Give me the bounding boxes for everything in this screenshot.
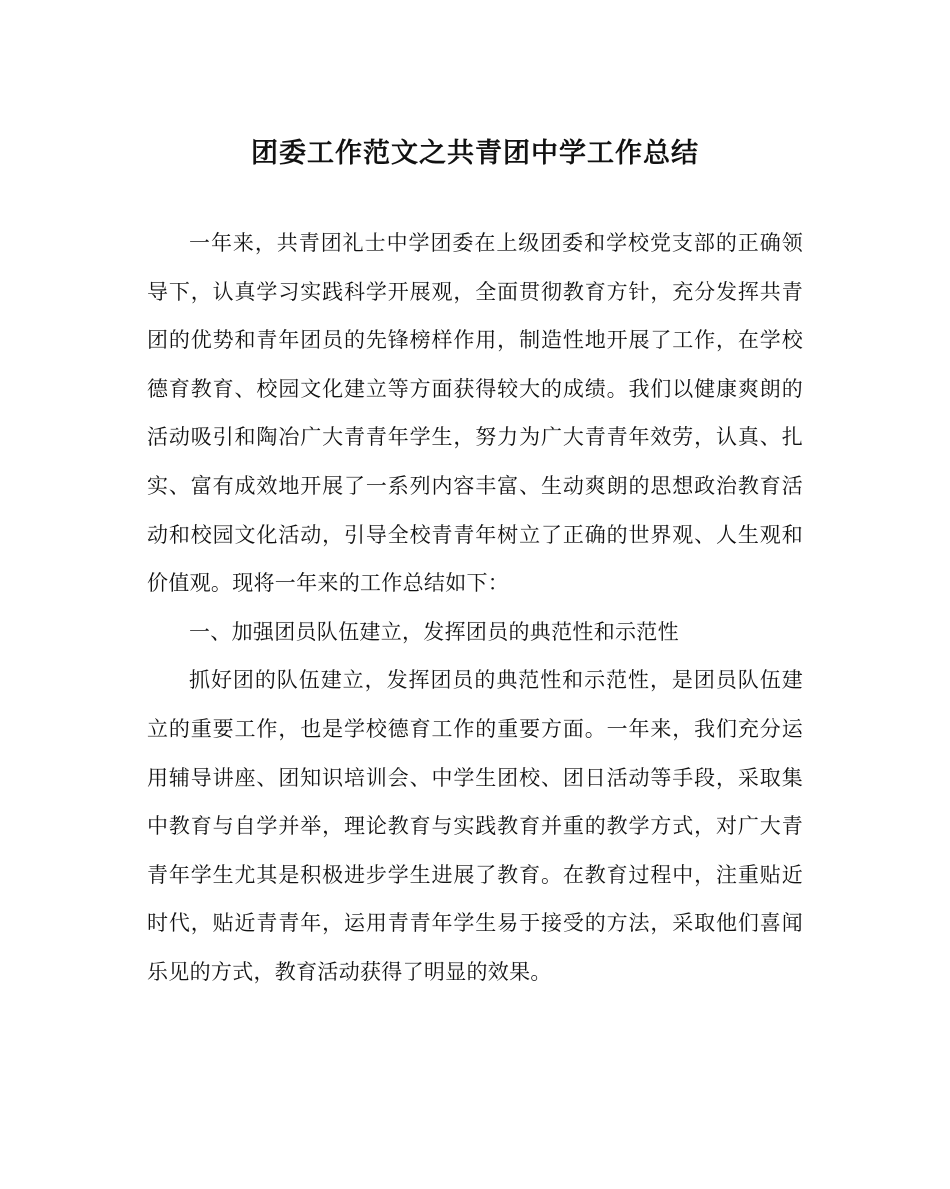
document-title: 团委工作范文之共青团中学工作总结 <box>251 138 699 169</box>
section-heading: 一、加强团员队伍建立，发挥团员的典范性和示范性 <box>189 619 679 644</box>
intro-paragraph: 一年来，共青团礼士中学团委在上级团委和学校党支部的正确领导下，认真学习实践科学开展观，全面贯彻教育方针，充分发挥共青团的优势和青年团员的先锋榜样作用，制造性地开展了工作，在学校德育教育、校园文化建立等方面获得较大的成绩。我们以健康爽朗的活动吸引和陶冶广大青青年学生，努力为广大青青年效劳，认真、扎实、富有成效地开展了一系列内容丰富、生动爽朗的思想政治教育活动和校园文化活动，引导全校青青年树立了正确的世界观、人生观和价值观。现将一年来的工作总结如下： <box>147 231 803 596</box>
section-paragraph: 抓好团的队伍建立，发挥团员的典范性和示范性，是团员队伍建立的重要工作，也是学校德育工作的重要方面。一年来，我们充分运用辅导讲座、团知识培训会、中学生团校、团日活动等手段，采取集中教育与自学并举，理论教育与实践教育并重的教学方式，对广大青青年学生尤其是积极进步学生进展了教育。在教育过程中，注重贴近时代，贴近青青年，运用青青年学生易于接受的方法，采取他们喜闻乐见的方式，教育活动获得了明显的效果。 <box>147 668 803 984</box>
document-body <box>147 219 803 997</box>
